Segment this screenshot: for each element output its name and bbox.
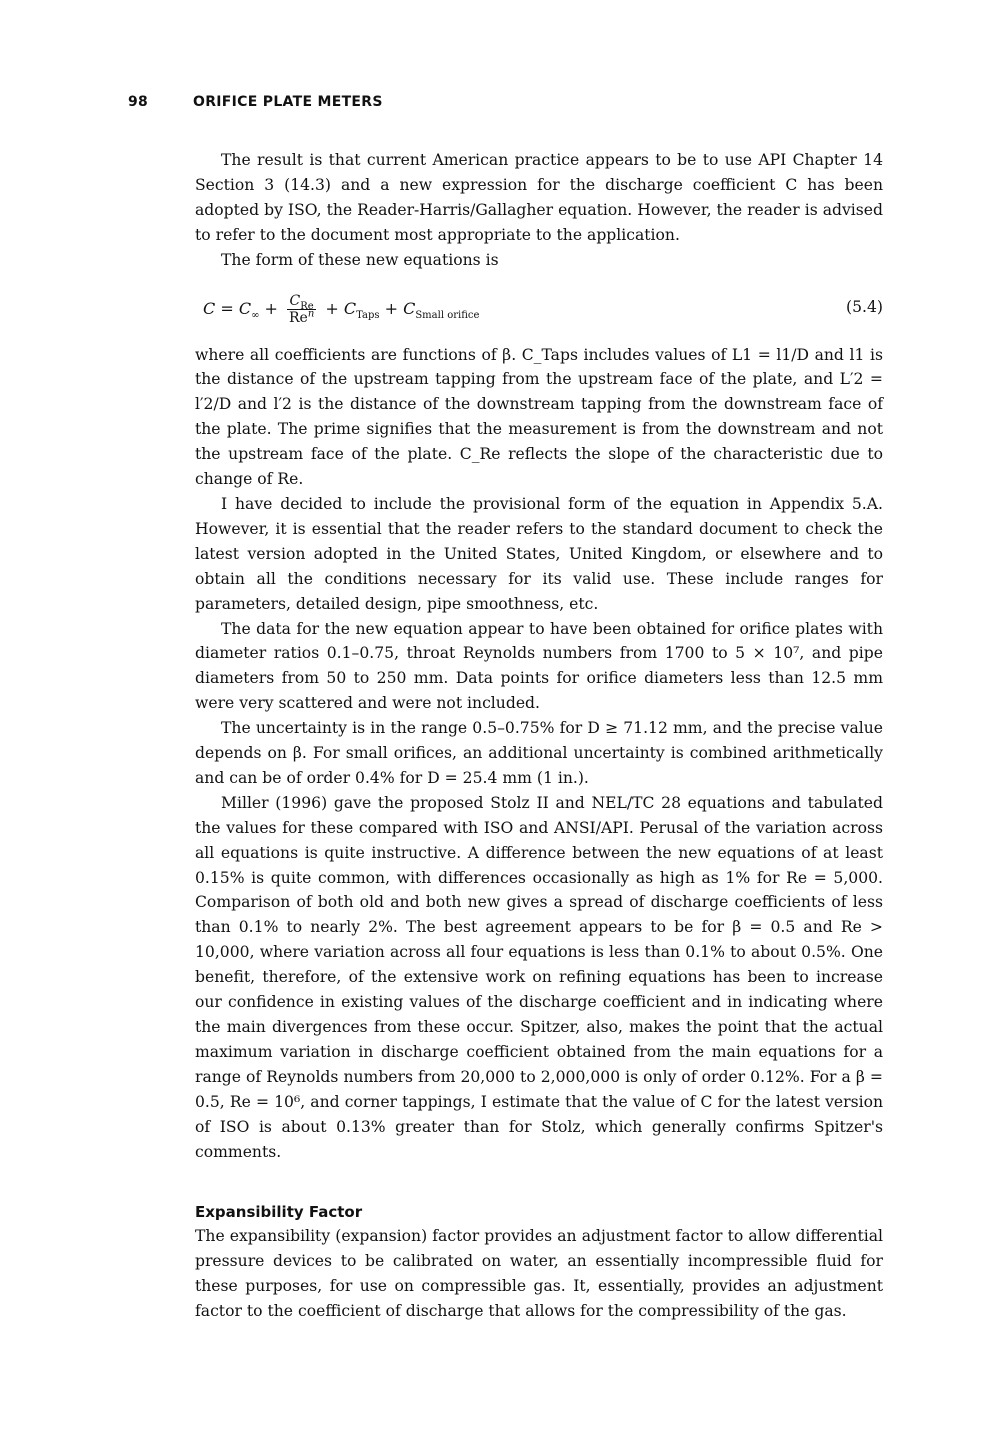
paragraph: The form of these new equations is	[221, 250, 499, 269]
paragraph: The data for the new equation appear to have been obtained for orifice plates with diameter ratios 0.1–0.75, throat Reynolds numbers from 1700 to 5 × 10⁷, and pipe diameters from 50 to 250 mm. Data points for orifice diameters less than 12.5 mm were very scattered and were not included.	[195, 619, 883, 713]
equation-number: (5.4)	[846, 297, 883, 316]
equation-5-4	[195, 275, 883, 337]
equation-fraction: $\frac{C_{Re}}{Re^n}$	[289, 292, 315, 326]
paragraph: where all coefficients are functions of β. C_Taps includes values of L1 = l1/D and l1 is the distance of the upstream tapping from the upstream face of the plate, and L′2 = l′2/D and l′2 is the distance of the downstream tapping from the downstream face of the plate. The prime signifies that the measurement is from the downstream and not the upstream face of the plate. C_Re reflects the slope of the characteristic due to change of Re.	[195, 345, 883, 489]
paragraph: The uncertainty is in the range 0.5–0.75% for D ≥ 71.12 mm, and the precise value depends on β. For small orifices, an additional uncertainty is combined arithmetically and can be of order 0.4% for D = 25.4 mm (1 in.).	[195, 719, 883, 787]
page-number: 98	[128, 94, 149, 110]
chapter-title: ORIFICE PLATE METERS	[193, 94, 383, 110]
equation-formula: $C = C_\infty$ + $\frac{C_{Re}}{Re^n}$ + $C_{Taps} + C_{Small orifice}$	[203, 292, 480, 326]
section-heading: Expansibility Factor	[195, 1203, 363, 1222]
running-header	[128, 94, 383, 110]
body-text	[195, 148, 883, 1324]
paragraph: The expansibility (expansion) factor provides an adjustment factor to allow differential pressure devices to be calibrated on water, an essentially incompressible fluid for these purposes, for use on compressible gas. It, essentially, provides an adjustment factor to the coefficient of discharge that allows for the compressibility of the gas.	[195, 1227, 883, 1321]
paragraph: I have decided to include the provisional form of the equation in Appendix 5.A. However, it is essential that the reader refers to the standard document to check the latest version adopted in the United States, United Kingdom, or elsewhere and to obtain all the conditions necessary for its valid use. These include ranges for parameters, detailed design, pipe smoothness, etc.	[195, 494, 883, 613]
paragraph: Miller (1996) gave the proposed Stolz II and NEL/TC 28 equations and tabulated the values for these compared with ISO and ANSI/API. Perusal of the variation across all equations is quite instructive. A difference between the new equations of at least 0.15% is quite common, with differences occasionally as high as 1% for Re = 5,000. Comparison of both old and both new gives a spread of discharge coefficients of less than 0.1% to nearly 2%. The best agreement appears to be for β = 0.5 and Re > 10,000, where variation across all four equations is less than 0.1% to about 0.5%. One benefit, therefore, of the extensive work on refining equations has been to increase our confidence in existing values of the discharge coefficient and in indicating where the main divergences from these occur. Spitzer, also, makes the point that the actual maximum variation in discharge coefficient obtained from the main equations for a range of Reynolds numbers from 20,000 to 2,000,000 is only of order 0.12%. For a β = 0.5, Re = 10⁶, and corner tappings, I estimate that the value of C for the latest version of ISO is about 0.13% greater than for Stolz, which generally confirms Spitzer's comments.	[195, 793, 883, 1161]
paragraph: The result is that current American practice appears to be to use API Chapter 14 Section 3 (14.3) and a new expression for the discharge coefficient C has been adopted by ISO, the Reader-Harris/Gallagher equation. However, the reader is advised to refer to the document most appropriate to the application.	[195, 151, 883, 244]
